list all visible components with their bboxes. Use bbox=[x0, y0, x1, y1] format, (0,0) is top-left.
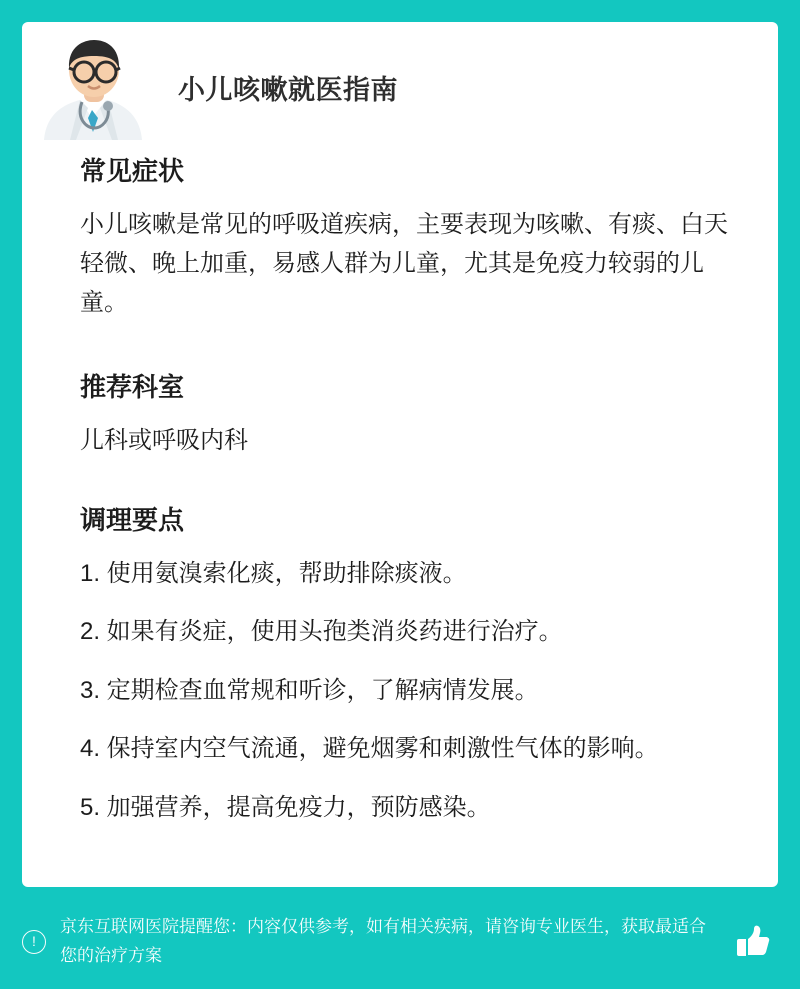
info-icon: ! bbox=[22, 930, 46, 954]
section-body-department: 儿科或呼吸内科 bbox=[80, 426, 248, 454]
disclaimer-text: 京东互联网医院提醒您：内容仅供参考，如有相关疾病，请咨询专业医生，获取最适合您的治疗方案 bbox=[60, 917, 706, 966]
list-item: 2. 如果有炎症，使用头孢类消炎药进行治疗。 bbox=[80, 618, 563, 646]
section-heading-department: 推荐科室 bbox=[80, 371, 185, 402]
list-item: 5. 加强营养，提高免疫力，预防感染。 bbox=[80, 793, 491, 821]
doctor-avatar-icon bbox=[30, 32, 148, 140]
section-heading-tips: 调理要点 bbox=[80, 505, 185, 536]
guide-card bbox=[22, 22, 778, 887]
section-heading-symptoms: 常见症状 bbox=[80, 156, 185, 186]
footer-disclaimer-bar bbox=[22, 913, 778, 971]
list-item: 4. 保持室内空气流通，避免烟雾和刺激性气体的影响。 bbox=[80, 735, 659, 763]
section-body-symptoms: 小儿咳嗽是常见的呼吸道疾病，主要表现为咳嗽、有痰、白天轻微、晚上加重，易感人群为儿童，尤其是免疫力较弱的儿童。 bbox=[80, 211, 728, 316]
list-item: 3. 定期检查血常规和听诊，了解病情发展。 bbox=[80, 676, 539, 704]
tips-list bbox=[62, 555, 738, 827]
list-item: 1. 使用氨溴索化痰，帮助排除痰液。 bbox=[80, 560, 467, 588]
page-title: 小儿咳嗽就医指南 bbox=[178, 75, 398, 105]
thumbs-up-icon[interactable] bbox=[730, 921, 772, 963]
